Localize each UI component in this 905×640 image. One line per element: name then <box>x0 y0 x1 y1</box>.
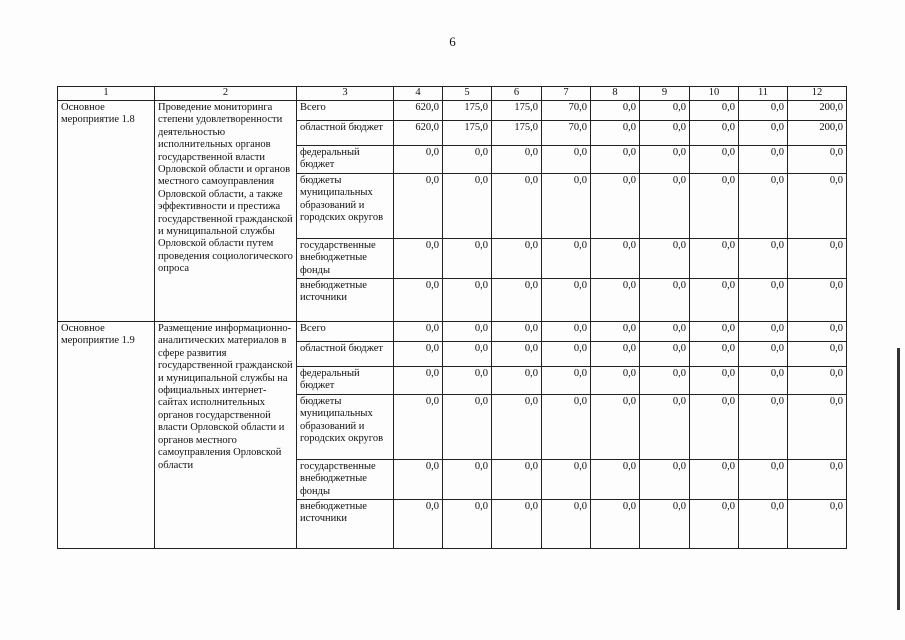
value-cell: 0,0 <box>690 342 739 367</box>
value-cell: 0,0 <box>394 146 443 174</box>
column-header-8: 8 <box>591 87 640 101</box>
value-cell: 200,0 <box>788 121 847 146</box>
value-cell: 0,0 <box>591 342 640 367</box>
value-cell: 0,0 <box>640 342 690 367</box>
column-header-12: 12 <box>788 87 847 101</box>
scan-edge-mark <box>897 348 900 610</box>
funding-source: федеральный бюджет <box>297 146 394 174</box>
value-cell: 0,0 <box>542 459 591 499</box>
column-header-5: 5 <box>443 87 492 101</box>
funding-source: областной бюджет <box>297 121 394 146</box>
funding-table <box>57 86 847 549</box>
value-cell: 0,0 <box>739 500 788 549</box>
value-cell: 0,0 <box>788 342 847 367</box>
value-cell: 0,0 <box>690 459 739 499</box>
value-cell: 0,0 <box>492 367 542 395</box>
value-cell: 0,0 <box>394 238 443 278</box>
value-cell: 0,0 <box>788 322 847 342</box>
value-cell: 0,0 <box>739 394 788 459</box>
value-cell: 0,0 <box>739 279 788 322</box>
column-header-1: 1 <box>58 87 155 101</box>
value-cell: 0,0 <box>492 279 542 322</box>
page-number: 6 <box>449 34 456 49</box>
value-cell: 0,0 <box>542 146 591 174</box>
value-cell: 0,0 <box>788 173 847 238</box>
value-cell: 0,0 <box>394 279 443 322</box>
value-cell: 0,0 <box>443 322 492 342</box>
value-cell: 0,0 <box>739 322 788 342</box>
value-cell: 0,0 <box>591 394 640 459</box>
column-header-9: 9 <box>640 87 690 101</box>
value-cell: 0,0 <box>394 459 443 499</box>
value-cell: 0,0 <box>394 342 443 367</box>
value-cell: 0,0 <box>591 500 640 549</box>
value-cell: 0,0 <box>492 500 542 549</box>
value-cell: 0,0 <box>640 459 690 499</box>
value-cell: 0,0 <box>591 367 640 395</box>
value-cell: 0,0 <box>640 394 690 459</box>
value-cell: 175,0 <box>443 101 492 121</box>
value-cell: 0,0 <box>591 121 640 146</box>
value-cell: 0,0 <box>443 394 492 459</box>
value-cell: 0,0 <box>788 459 847 499</box>
value-cell: 70,0 <box>542 121 591 146</box>
value-cell: 620,0 <box>394 121 443 146</box>
value-cell: 0,0 <box>542 279 591 322</box>
value-cell: 0,0 <box>591 146 640 174</box>
value-cell: 0,0 <box>640 367 690 395</box>
activity-label: Основное мероприятие 1.8 <box>58 101 155 322</box>
value-cell: 0,0 <box>739 146 788 174</box>
funding-source: внебюджетные источники <box>297 279 394 322</box>
value-cell: 0,0 <box>542 173 591 238</box>
value-cell: 175,0 <box>492 121 542 146</box>
funding-source: областной бюджет <box>297 342 394 367</box>
funding-source: государственные внебюджетные фонды <box>297 238 394 278</box>
value-cell: 0,0 <box>394 367 443 395</box>
value-cell: 0,0 <box>788 238 847 278</box>
value-cell: 0,0 <box>443 146 492 174</box>
value-cell: 0,0 <box>690 394 739 459</box>
column-header-4: 4 <box>394 87 443 101</box>
value-cell: 0,0 <box>542 394 591 459</box>
value-cell: 0,0 <box>690 238 739 278</box>
activity-description: Размещение информационно-аналитических материалов в сфере развития государственной гражданской и муниципальной службы на официальных интернет-сайтах исполнительных органов государственной власти Орловской области и органов местного самоуправления Орловской области <box>155 322 297 549</box>
value-cell: 0,0 <box>690 322 739 342</box>
table-row <box>58 101 847 121</box>
value-cell: 0,0 <box>640 322 690 342</box>
value-cell: 0,0 <box>739 367 788 395</box>
value-cell: 0,0 <box>788 146 847 174</box>
value-cell: 0,0 <box>640 101 690 121</box>
value-cell: 175,0 <box>443 121 492 146</box>
value-cell: 0,0 <box>542 322 591 342</box>
value-cell: 0,0 <box>690 121 739 146</box>
activity-description: Проведение мониторинга степени удовлетворенности деятельностью исполнительных органов государственной власти Орловской области и органов местного самоуправления Орловской области, а также эффективности и престижа государственной гражданской и муниципальной службы Орловской области путем проведения социологического опроса <box>155 101 297 322</box>
activity-label: Основное мероприятие 1.9 <box>58 322 155 549</box>
column-header-2: 2 <box>155 87 297 101</box>
value-cell: 0,0 <box>443 367 492 395</box>
value-cell: 0,0 <box>542 342 591 367</box>
value-cell: 0,0 <box>591 173 640 238</box>
value-cell: 0,0 <box>739 101 788 121</box>
value-cell: 0,0 <box>640 121 690 146</box>
value-cell: 0,0 <box>690 279 739 322</box>
value-cell: 0,0 <box>788 367 847 395</box>
value-cell: 0,0 <box>443 459 492 499</box>
value-cell: 0,0 <box>690 101 739 121</box>
value-cell: 0,0 <box>394 322 443 342</box>
value-cell: 0,0 <box>690 146 739 174</box>
column-header-7: 7 <box>542 87 591 101</box>
funding-source: бюджеты муниципальных образований и городских округов <box>297 173 394 238</box>
value-cell: 0,0 <box>443 279 492 322</box>
value-cell: 0,0 <box>542 238 591 278</box>
value-cell: 0,0 <box>739 238 788 278</box>
value-cell: 0,0 <box>690 173 739 238</box>
column-header-11: 11 <box>739 87 788 101</box>
value-cell: 620,0 <box>394 101 443 121</box>
value-cell: 0,0 <box>739 342 788 367</box>
value-cell: 0,0 <box>739 173 788 238</box>
value-cell: 0,0 <box>788 279 847 322</box>
table-header <box>58 87 847 101</box>
table-body <box>58 101 847 549</box>
funding-source: федеральный бюджет <box>297 367 394 395</box>
value-cell: 0,0 <box>443 173 492 238</box>
value-cell: 0,0 <box>443 500 492 549</box>
value-cell: 0,0 <box>394 500 443 549</box>
funding-source: внебюджетные источники <box>297 500 394 549</box>
value-cell: 0,0 <box>640 173 690 238</box>
value-cell: 0,0 <box>394 394 443 459</box>
value-cell: 0,0 <box>690 500 739 549</box>
value-cell: 0,0 <box>394 173 443 238</box>
value-cell: 0,0 <box>443 342 492 367</box>
value-cell: 0,0 <box>443 238 492 278</box>
value-cell: 0,0 <box>640 500 690 549</box>
value-cell: 0,0 <box>591 459 640 499</box>
column-header-6: 6 <box>492 87 542 101</box>
value-cell: 0,0 <box>492 173 542 238</box>
value-cell: 200,0 <box>788 101 847 121</box>
value-cell: 70,0 <box>542 101 591 121</box>
value-cell: 0,0 <box>788 500 847 549</box>
column-header-3: 3 <box>297 87 394 101</box>
value-cell: 0,0 <box>788 394 847 459</box>
value-cell: 0,0 <box>542 500 591 549</box>
value-cell: 0,0 <box>492 459 542 499</box>
value-cell: 0,0 <box>591 238 640 278</box>
funding-source: бюджеты муниципальных образований и городских округов <box>297 394 394 459</box>
value-cell: 0,0 <box>690 367 739 395</box>
funding-source: Всего <box>297 322 394 342</box>
value-cell: 0,0 <box>492 238 542 278</box>
value-cell: 0,0 <box>492 146 542 174</box>
value-cell: 0,0 <box>492 342 542 367</box>
value-cell: 0,0 <box>640 279 690 322</box>
funding-source: Всего <box>297 101 394 121</box>
value-cell: 0,0 <box>591 101 640 121</box>
value-cell: 0,0 <box>640 146 690 174</box>
value-cell: 0,0 <box>542 367 591 395</box>
funding-source: государственные внебюджетные фонды <box>297 459 394 499</box>
value-cell: 0,0 <box>591 322 640 342</box>
value-cell: 0,0 <box>492 322 542 342</box>
value-cell: 0,0 <box>591 279 640 322</box>
table-row <box>58 322 847 342</box>
value-cell: 175,0 <box>492 101 542 121</box>
value-cell: 0,0 <box>739 459 788 499</box>
header-row <box>58 87 847 101</box>
value-cell: 0,0 <box>739 121 788 146</box>
value-cell: 0,0 <box>492 394 542 459</box>
column-header-10: 10 <box>690 87 739 101</box>
value-cell: 0,0 <box>640 238 690 278</box>
